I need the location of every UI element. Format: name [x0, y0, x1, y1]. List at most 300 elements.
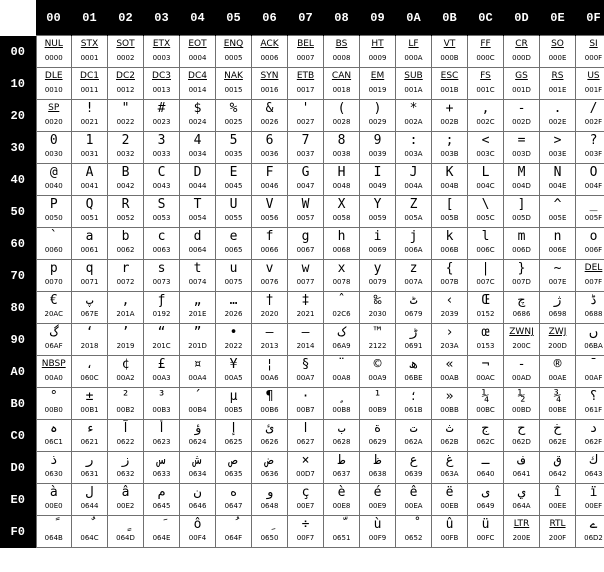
unicode-codepoint: 00EF — [584, 502, 603, 510]
unicode-codepoint: 0008 — [332, 54, 351, 62]
unicode-codepoint: 006C — [476, 246, 495, 254]
character-glyph: 5 — [229, 133, 238, 148]
unicode-codepoint: 0637 — [332, 470, 351, 478]
unicode-codepoint: 0642 — [548, 470, 567, 478]
code-cell — [540, 36, 576, 68]
code-cell — [432, 68, 468, 100]
code-cell — [144, 484, 180, 516]
character-glyph: × — [301, 453, 310, 468]
character-glyph: ظ — [373, 453, 382, 468]
unicode-codepoint: 002F — [584, 118, 603, 126]
code-cell — [540, 132, 576, 164]
control-code-label: ZWJ — [548, 327, 567, 337]
code-cell — [468, 356, 504, 388]
code-cell — [180, 164, 216, 196]
code-cell — [396, 292, 432, 324]
unicode-codepoint: 0005 — [224, 54, 243, 62]
control-code-label: RTL — [549, 519, 566, 529]
character-glyph: " — [121, 101, 130, 116]
code-cell — [504, 356, 540, 388]
code-cell — [504, 68, 540, 100]
character-glyph: ü — [481, 517, 490, 532]
code-cell — [468, 228, 504, 260]
control-code-label: DEL — [584, 263, 603, 273]
code-cell — [504, 164, 540, 196]
code-cell — [72, 356, 108, 388]
unicode-codepoint: 0030 — [44, 150, 63, 158]
unicode-codepoint: 0630 — [44, 470, 63, 478]
code-cell — [216, 68, 252, 100]
control-code-label: ENQ — [223, 39, 244, 49]
code-cell — [72, 196, 108, 228]
unicode-codepoint: 0031 — [80, 150, 99, 158]
character-glyph: … — [229, 293, 238, 308]
unicode-codepoint: 003D — [512, 150, 531, 158]
character-glyph: A — [85, 165, 94, 180]
table-row — [0, 324, 604, 356]
table-row — [0, 164, 604, 196]
character-glyph: ذ — [49, 453, 58, 468]
code-cell — [576, 324, 604, 356]
character-glyph: \ — [481, 197, 490, 212]
unicode-codepoint: 0644 — [80, 502, 99, 510]
character-glyph: h — [337, 229, 346, 244]
code-cell — [324, 388, 360, 420]
code-cell — [576, 196, 604, 228]
code-cell — [180, 388, 216, 420]
unicode-codepoint: 00A0 — [44, 374, 63, 382]
unicode-codepoint: 064A — [512, 502, 531, 510]
code-cell — [216, 516, 252, 548]
unicode-codepoint: 0638 — [368, 470, 387, 478]
code-cell — [72, 292, 108, 324]
character-glyph: N — [553, 165, 562, 180]
unicode-codepoint: 062A — [404, 438, 423, 446]
character-glyph: ر — [85, 453, 94, 468]
unicode-codepoint: 201A — [116, 310, 135, 318]
control-code-label: DC3 — [152, 71, 171, 81]
unicode-codepoint: 201D — [188, 342, 207, 350]
control-code-label: BEL — [297, 39, 314, 49]
unicode-codepoint: 000A — [404, 54, 423, 62]
control-code-label: HT — [371, 39, 384, 49]
code-cell — [108, 100, 144, 132]
code-cell — [396, 420, 432, 452]
code-cell — [324, 324, 360, 356]
unicode-codepoint: 061B — [404, 406, 423, 414]
unicode-codepoint: 001A — [404, 86, 423, 94]
character-glyph: y — [373, 261, 382, 276]
character-glyph: M — [517, 165, 526, 180]
character-glyph: ‡ — [301, 293, 310, 308]
character-glyph: ث — [445, 421, 454, 436]
unicode-codepoint: 003A — [404, 150, 423, 158]
code-cell — [576, 260, 604, 292]
unicode-codepoint: 00A4 — [188, 374, 207, 382]
character-glyph: E — [229, 165, 238, 180]
code-cell — [576, 420, 604, 452]
code-cell — [576, 484, 604, 516]
character-glyph: ¹ — [373, 389, 382, 404]
code-cell — [504, 516, 540, 548]
code-cell — [432, 420, 468, 452]
unicode-codepoint: 00A8 — [332, 374, 351, 382]
code-cell — [72, 36, 108, 68]
code-cell — [108, 228, 144, 260]
unicode-codepoint: 20AC — [44, 310, 63, 318]
character-glyph: € — [49, 293, 58, 308]
code-cell — [576, 228, 604, 260]
character-glyph: 9 — [373, 133, 382, 148]
unicode-codepoint: 002B — [440, 118, 459, 126]
table-row — [0, 132, 604, 164]
code-cell — [324, 484, 360, 516]
character-glyph: 8 — [337, 133, 346, 148]
unicode-codepoint: 064C — [80, 534, 99, 542]
character-glyph: { — [445, 261, 454, 276]
unicode-codepoint: 000C — [476, 54, 495, 62]
character-glyph: Z — [409, 197, 418, 212]
character-glyph: ê — [409, 485, 418, 500]
code-cell — [432, 132, 468, 164]
unicode-codepoint: 00B7 — [296, 406, 315, 414]
column-header-0f: 0F — [576, 0, 604, 36]
character-glyph: ¸ — [337, 389, 346, 404]
code-cell — [288, 516, 324, 548]
code-cell — [216, 292, 252, 324]
column-header-0b: 0B — [432, 0, 468, 36]
unicode-codepoint: 0641 — [512, 470, 531, 478]
character-glyph: ³ — [157, 389, 166, 404]
unicode-codepoint: 00AC — [476, 374, 495, 382]
row-header-f0: F0 — [0, 516, 36, 548]
unicode-codepoint: 00E2 — [116, 502, 135, 510]
unicode-codepoint: 007F — [584, 278, 603, 286]
unicode-codepoint: 0054 — [188, 214, 207, 222]
character-glyph: ء — [85, 421, 94, 436]
unicode-codepoint: 006B — [440, 246, 459, 254]
character-glyph: H — [337, 165, 346, 180]
code-cell — [288, 132, 324, 164]
code-cell — [288, 484, 324, 516]
table-row — [0, 100, 604, 132]
control-code-label: DC1 — [80, 71, 99, 81]
table-row — [0, 484, 604, 516]
character-glyph — [324, 516, 359, 533]
character-glyph: s — [157, 261, 166, 276]
unicode-codepoint: 0016 — [260, 86, 279, 94]
character-glyph: % — [229, 101, 238, 116]
unicode-codepoint: 00BB — [440, 406, 459, 414]
column-header-00: 00 — [36, 0, 72, 36]
character-glyph: † — [265, 293, 274, 308]
code-cell — [288, 68, 324, 100]
code-cell — [180, 36, 216, 68]
character-glyph: ع — [409, 453, 418, 468]
character-glyph: ب — [337, 421, 346, 436]
unicode-codepoint: 00F9 — [368, 534, 387, 542]
unicode-codepoint: 007B — [440, 278, 459, 286]
unicode-codepoint: 0029 — [368, 118, 387, 126]
character-glyph: I — [373, 165, 382, 180]
unicode-codepoint: 0051 — [80, 214, 99, 222]
character-glyph: ( — [337, 101, 346, 116]
code-cell — [396, 36, 432, 68]
unicode-codepoint: 00E7 — [296, 502, 315, 510]
character-glyph: ا — [301, 421, 310, 436]
row-header-d0: D0 — [0, 452, 36, 484]
control-code-label: CAN — [331, 71, 352, 81]
unicode-codepoint: 06D2 — [584, 534, 603, 542]
character-glyph: ‚ — [121, 293, 130, 308]
character-glyph: 3 — [157, 133, 166, 148]
unicode-codepoint: 0065 — [224, 246, 243, 254]
character-glyph: ، — [85, 357, 94, 372]
character-glyph: é — [373, 485, 382, 500]
character-glyph: j — [409, 229, 418, 244]
unicode-codepoint: 0035 — [224, 150, 243, 158]
code-cell — [108, 36, 144, 68]
character-glyph: ´ — [193, 389, 202, 404]
code-cell — [468, 36, 504, 68]
unicode-codepoint: 00E0 — [44, 502, 63, 510]
code-cell — [180, 196, 216, 228]
code-cell — [144, 292, 180, 324]
code-cell — [468, 164, 504, 196]
code-cell — [504, 132, 540, 164]
character-glyph: – — [265, 325, 274, 340]
character-glyph: m — [517, 229, 526, 244]
control-code-label: SOT — [116, 39, 135, 49]
character-glyph: ½ — [517, 389, 526, 404]
unicode-codepoint: 005B — [440, 214, 459, 222]
character-glyph: û — [445, 517, 454, 532]
control-code-label: ZWNJ — [509, 327, 534, 337]
code-cell — [504, 260, 540, 292]
unicode-codepoint: 00EB — [440, 502, 459, 510]
row-header-60: 60 — [0, 228, 36, 260]
unicode-codepoint: 2030 — [368, 310, 387, 318]
unicode-codepoint: 0047 — [296, 182, 315, 190]
unicode-codepoint: 0007 — [296, 54, 315, 62]
character-glyph: x — [337, 261, 346, 276]
character-glyph: o — [589, 229, 598, 244]
unicode-codepoint: 0698 — [548, 310, 567, 318]
code-cell — [396, 164, 432, 196]
code-cell — [108, 420, 144, 452]
column-header-row — [0, 0, 604, 36]
unicode-codepoint: 06BE — [404, 374, 423, 382]
code-cell — [72, 228, 108, 260]
unicode-codepoint: 0192 — [152, 310, 171, 318]
unicode-codepoint: 0624 — [188, 438, 207, 446]
code-cell — [396, 196, 432, 228]
unicode-codepoint: 00D7 — [296, 470, 315, 478]
character-glyph: X — [337, 197, 346, 212]
code-cell — [180, 356, 216, 388]
unicode-codepoint: 06BA — [584, 342, 603, 350]
character-glyph: س — [157, 453, 166, 468]
unicode-codepoint: 2014 — [296, 342, 315, 350]
code-cell — [324, 516, 360, 548]
code-cell — [324, 132, 360, 164]
code-cell — [576, 516, 604, 548]
character-glyph: - — [517, 357, 526, 372]
character-glyph: د — [589, 421, 598, 436]
character-glyph: v — [265, 261, 274, 276]
code-cell — [180, 68, 216, 100]
unicode-codepoint: 0014 — [188, 86, 207, 94]
character-glyph: â — [121, 485, 130, 500]
code-cell — [180, 324, 216, 356]
column-header-0a: 0A — [396, 0, 432, 36]
control-code-label: RS — [551, 71, 564, 81]
code-cell — [324, 260, 360, 292]
unicode-codepoint: 0057 — [296, 214, 315, 222]
character-glyph: © — [373, 357, 382, 372]
code-cell — [576, 164, 604, 196]
character-glyph: n — [553, 229, 562, 244]
unicode-codepoint: 00AD — [511, 374, 532, 382]
character-glyph: ك — [589, 453, 598, 468]
code-cell — [396, 68, 432, 100]
unicode-codepoint: 064D — [116, 534, 135, 542]
unicode-codepoint: 0046 — [260, 182, 279, 190]
code-cell — [540, 452, 576, 484]
unicode-codepoint: 0043 — [152, 182, 171, 190]
code-cell — [36, 196, 72, 228]
character-glyph: · — [301, 389, 310, 404]
character-glyph: | — [481, 261, 490, 276]
unicode-codepoint: 064B — [44, 534, 63, 542]
control-code-label: DLE — [44, 71, 63, 81]
code-cell — [72, 452, 108, 484]
character-glyph — [108, 516, 143, 533]
character-glyph: ض — [265, 453, 274, 468]
code-cell — [144, 68, 180, 100]
code-cell — [396, 356, 432, 388]
character-glyph: ÷ — [301, 517, 310, 532]
character-glyph: ة — [373, 421, 382, 436]
unicode-codepoint: 007C — [476, 278, 495, 286]
code-cell — [288, 420, 324, 452]
code-cell — [540, 228, 576, 260]
unicode-codepoint: 0002 — [116, 54, 135, 62]
character-glyph: ه — [229, 485, 238, 500]
row-header-20: 20 — [0, 100, 36, 132]
character-glyph: 4 — [193, 133, 202, 148]
code-cell — [468, 100, 504, 132]
unicode-codepoint: 0003 — [152, 54, 171, 62]
unicode-codepoint: 0041 — [80, 182, 99, 190]
unicode-codepoint: 0011 — [80, 86, 99, 94]
unicode-codepoint: 0625 — [224, 438, 243, 446]
code-cell — [36, 260, 72, 292]
unicode-codepoint: 00B6 — [260, 406, 279, 414]
code-cell — [324, 228, 360, 260]
unicode-codepoint: 003E — [548, 150, 567, 158]
character-glyph: ف — [517, 453, 526, 468]
character-glyph: ® — [553, 357, 562, 372]
code-cell — [396, 452, 432, 484]
code-cell — [216, 164, 252, 196]
unicode-codepoint: 00F7 — [296, 534, 315, 542]
code-cell — [504, 100, 540, 132]
code-cell — [144, 516, 180, 548]
code-cell — [288, 292, 324, 324]
unicode-codepoint: 0042 — [116, 182, 135, 190]
unicode-codepoint: 0067 — [296, 246, 315, 254]
code-cell — [108, 292, 144, 324]
character-glyph: § — [301, 357, 310, 372]
unicode-codepoint: 2018 — [80, 342, 99, 350]
code-cell — [576, 68, 604, 100]
unicode-codepoint: 02C6 — [332, 310, 351, 318]
unicode-codepoint: 005A — [404, 214, 423, 222]
table-row — [0, 420, 604, 452]
code-cell — [540, 324, 576, 356]
unicode-codepoint: 0017 — [296, 86, 315, 94]
unicode-codepoint: 0059 — [368, 214, 387, 222]
unicode-codepoint: 2020 — [260, 310, 279, 318]
unicode-codepoint: 004D — [512, 182, 531, 190]
unicode-codepoint: 2021 — [296, 310, 315, 318]
row-header-00: 00 — [0, 36, 36, 68]
character-glyph: ˆ — [337, 293, 346, 308]
control-code-label: DC2 — [116, 71, 135, 81]
character-glyph: ؛ — [409, 389, 418, 404]
table-row — [0, 452, 604, 484]
character-glyph: ô — [193, 517, 202, 532]
code-cell — [180, 132, 216, 164]
code-cell — [576, 100, 604, 132]
unicode-codepoint: 0018 — [332, 86, 351, 94]
code-cell — [252, 36, 288, 68]
unicode-codepoint: 00B4 — [188, 406, 207, 414]
unicode-codepoint: 0640 — [476, 470, 495, 478]
control-code-label: ESC — [440, 71, 459, 81]
unicode-codepoint: 00AF — [584, 374, 603, 382]
code-cell — [216, 388, 252, 420]
unicode-codepoint: 004C — [476, 182, 495, 190]
code-cell — [576, 356, 604, 388]
unicode-codepoint: 0631 — [80, 470, 99, 478]
code-cell — [396, 100, 432, 132]
unicode-codepoint: 003B — [440, 150, 459, 158]
code-cell — [72, 68, 108, 100]
character-glyph: ² — [121, 389, 130, 404]
character-glyph: J — [409, 165, 418, 180]
character-glyph: W — [301, 197, 310, 212]
unicode-codepoint: 0623 — [152, 438, 171, 446]
control-code-label: SO — [551, 39, 564, 49]
column-header-01: 01 — [72, 0, 108, 36]
code-cell — [540, 420, 576, 452]
code-cell — [216, 484, 252, 516]
code-cell — [504, 452, 540, 484]
character-glyph: و — [265, 485, 274, 500]
unicode-codepoint: 00BE — [548, 406, 567, 414]
code-cell — [108, 164, 144, 196]
unicode-codepoint: 0646 — [188, 502, 207, 510]
character-glyph: ¦ — [265, 357, 274, 372]
code-cell — [360, 228, 396, 260]
character-glyph: ط — [337, 453, 346, 468]
unicode-codepoint: 00A2 — [116, 374, 135, 382]
unicode-codepoint: 0013 — [152, 86, 171, 94]
code-cell — [252, 420, 288, 452]
code-cell — [72, 324, 108, 356]
